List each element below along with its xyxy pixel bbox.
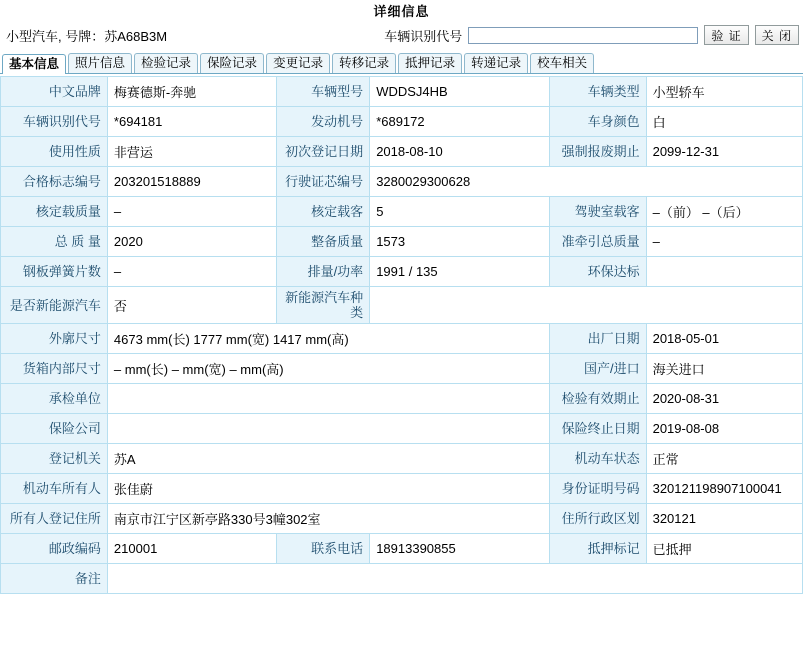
mortgage-label: 抵押标记 bbox=[549, 534, 646, 564]
table-row bbox=[1, 137, 803, 167]
curb-mass-value: 1573 bbox=[370, 227, 550, 257]
table-row bbox=[1, 257, 803, 287]
tab-insurance-records[interactable]: 保险记录 bbox=[200, 53, 264, 73]
vehicle-detail-table bbox=[0, 76, 803, 594]
table-row bbox=[1, 384, 803, 414]
curb-mass-label: 整备质量 bbox=[277, 227, 370, 257]
new-energy-type-value bbox=[370, 287, 803, 324]
table-row bbox=[1, 324, 803, 354]
address-division-label: 住所行政区划 bbox=[549, 504, 646, 534]
verify-button[interactable]: 验 证 bbox=[704, 25, 748, 45]
vin-search-input[interactable] bbox=[468, 27, 698, 44]
tab-delivery-records[interactable]: 转递记录 bbox=[464, 53, 528, 73]
phone-label: 联系电话 bbox=[277, 534, 370, 564]
table-row bbox=[1, 444, 803, 474]
vehicle-type-value: 小型轿车 bbox=[646, 77, 802, 107]
gross-mass-label: 总 质 量 bbox=[1, 227, 108, 257]
table-row bbox=[1, 77, 803, 107]
vehicle-status-label: 机动车状态 bbox=[549, 444, 646, 474]
produce-date-label: 出厂日期 bbox=[549, 324, 646, 354]
spring-count-value: – bbox=[107, 257, 276, 287]
vehicle-status-value: 正常 bbox=[646, 444, 802, 474]
cab-seats-label: 驾驶室载客 bbox=[549, 197, 646, 227]
license-chip-label: 行驶证芯编号 bbox=[277, 167, 370, 197]
table-row bbox=[1, 414, 803, 444]
postcode-label: 邮政编码 bbox=[1, 534, 108, 564]
inspection-valid-label: 检验有效期止 bbox=[549, 384, 646, 414]
owner-address-value: 南京市江宁区新亭路330号3幢302室 bbox=[107, 504, 549, 534]
certificate-no-value: 203201518889 bbox=[107, 167, 276, 197]
load-mass-label: 核定载质量 bbox=[1, 197, 108, 227]
table-row bbox=[1, 287, 803, 324]
tab-photo-info[interactable]: 照片信息 bbox=[68, 53, 132, 73]
inspection-valid-value: 2020-08-31 bbox=[646, 384, 802, 414]
first-registration-value: 2018-08-10 bbox=[370, 137, 550, 167]
insurance-company-label: 保险公司 bbox=[1, 414, 108, 444]
table-row bbox=[1, 197, 803, 227]
body-color-label: 车身颜色 bbox=[549, 107, 646, 137]
spring-count-label: 钢板弹簧片数 bbox=[1, 257, 108, 287]
vin-search-label: 车辆识别代号 bbox=[384, 28, 463, 44]
engine-no-label: 发动机号 bbox=[277, 107, 370, 137]
load-mass-value: – bbox=[107, 197, 276, 227]
displacement-power-value: 1991 / 135 bbox=[370, 257, 550, 287]
insurance-company-value bbox=[107, 414, 549, 444]
brand-cn-label: 中文品牌 bbox=[1, 77, 108, 107]
owner-address-label: 所有人登记住所 bbox=[1, 504, 108, 534]
toolbar bbox=[0, 23, 803, 49]
brand-cn-value: 梅赛德斯-奔驰 bbox=[107, 77, 276, 107]
tab-school-bus[interactable]: 校车相关 bbox=[530, 53, 594, 73]
produce-date-value: 2018-05-01 bbox=[646, 324, 802, 354]
new-energy-type-label: 新能源汽车种类 bbox=[277, 287, 370, 324]
close-button[interactable]: 关 闭 bbox=[755, 25, 799, 45]
origin-label: 国产/进口 bbox=[549, 354, 646, 384]
vehicle-type-label: 车辆类型 bbox=[549, 77, 646, 107]
tab-bar bbox=[0, 51, 803, 74]
registration-authority-value: 苏A bbox=[107, 444, 549, 474]
inspection-unit-label: 承检单位 bbox=[1, 384, 108, 414]
certificate-no-label: 合格标志编号 bbox=[1, 167, 108, 197]
seats-label: 核定载客 bbox=[277, 197, 370, 227]
page-title: 详细信息 bbox=[373, 4, 430, 19]
body-color-value: 白 bbox=[646, 107, 802, 137]
cab-seats-value: –（前） –（后） bbox=[646, 197, 802, 227]
remark-label: 备注 bbox=[1, 564, 108, 594]
tab-inspection-records[interactable]: 检验记录 bbox=[134, 53, 198, 73]
tab-mortgage-records[interactable]: 抵押记录 bbox=[398, 53, 462, 73]
table-row bbox=[1, 354, 803, 384]
is-new-energy-value: 否 bbox=[107, 287, 276, 324]
tab-transfer-records[interactable]: 转移记录 bbox=[332, 53, 396, 73]
table-row bbox=[1, 107, 803, 137]
insurance-end-label: 保险终止日期 bbox=[549, 414, 646, 444]
address-division-value: 320121 bbox=[646, 504, 802, 534]
tow-mass-value: – bbox=[646, 227, 802, 257]
inspection-unit-value bbox=[107, 384, 549, 414]
owner-value: 张佳蔚 bbox=[107, 474, 549, 504]
scrap-date-label: 强制报废期止 bbox=[549, 137, 646, 167]
vin-label: 车辆识别代号 bbox=[1, 107, 108, 137]
remark-value bbox=[107, 564, 802, 594]
registration-authority-label: 登记机关 bbox=[1, 444, 108, 474]
cargo-dimension-label: 货箱内部尺寸 bbox=[1, 354, 108, 384]
displacement-power-label: 排量/功率 bbox=[277, 257, 370, 287]
emission-standard-label: 环保达标 bbox=[549, 257, 646, 287]
phone-value: 18913390855 bbox=[370, 534, 550, 564]
tab-change-records[interactable]: 变更记录 bbox=[266, 53, 330, 73]
license-chip-value: 3280029300628 bbox=[370, 167, 803, 197]
use-nature-value: 非营运 bbox=[107, 137, 276, 167]
postcode-value: 210001 bbox=[107, 534, 276, 564]
plate-label: 小型汽车, 号牌：苏A68B3M bbox=[6, 28, 168, 44]
id-number-value: 320121198907100041 bbox=[646, 474, 802, 504]
mortgage-value: 已抵押 bbox=[646, 534, 802, 564]
gross-mass-value: 2020 bbox=[107, 227, 276, 257]
table-row bbox=[1, 504, 803, 534]
table-row bbox=[1, 474, 803, 504]
first-registration-label: 初次登记日期 bbox=[277, 137, 370, 167]
tow-mass-label: 准牵引总质量 bbox=[549, 227, 646, 257]
table-row bbox=[1, 534, 803, 564]
seats-value: 5 bbox=[370, 197, 550, 227]
dimension-value: 4673 mm(长) 1777 mm(宽) 1417 mm(高) bbox=[107, 324, 549, 354]
engine-no-value: *689172 bbox=[370, 107, 550, 137]
use-nature-label: 使用性质 bbox=[1, 137, 108, 167]
id-number-label: 身份证明号码 bbox=[549, 474, 646, 504]
owner-label: 机动车所有人 bbox=[1, 474, 108, 504]
dimension-label: 外廓尺寸 bbox=[1, 324, 108, 354]
tab-basic-info[interactable]: 基本信息 bbox=[2, 54, 66, 74]
is-new-energy-label: 是否新能源汽车 bbox=[1, 287, 108, 324]
model-value: WDDSJ4HB bbox=[370, 77, 550, 107]
scrap-date-value: 2099-12-31 bbox=[646, 137, 802, 167]
table-row bbox=[1, 227, 803, 257]
cargo-dimension-value: – mm(长) – mm(宽) – mm(高) bbox=[107, 354, 549, 384]
insurance-end-value: 2019-08-08 bbox=[646, 414, 802, 444]
table-row bbox=[1, 564, 803, 594]
table-row bbox=[1, 167, 803, 197]
origin-value: 海关进口 bbox=[646, 354, 802, 384]
emission-standard-value bbox=[646, 257, 802, 287]
vin-value: *694181 bbox=[107, 107, 276, 137]
model-label: 车辆型号 bbox=[277, 77, 370, 107]
